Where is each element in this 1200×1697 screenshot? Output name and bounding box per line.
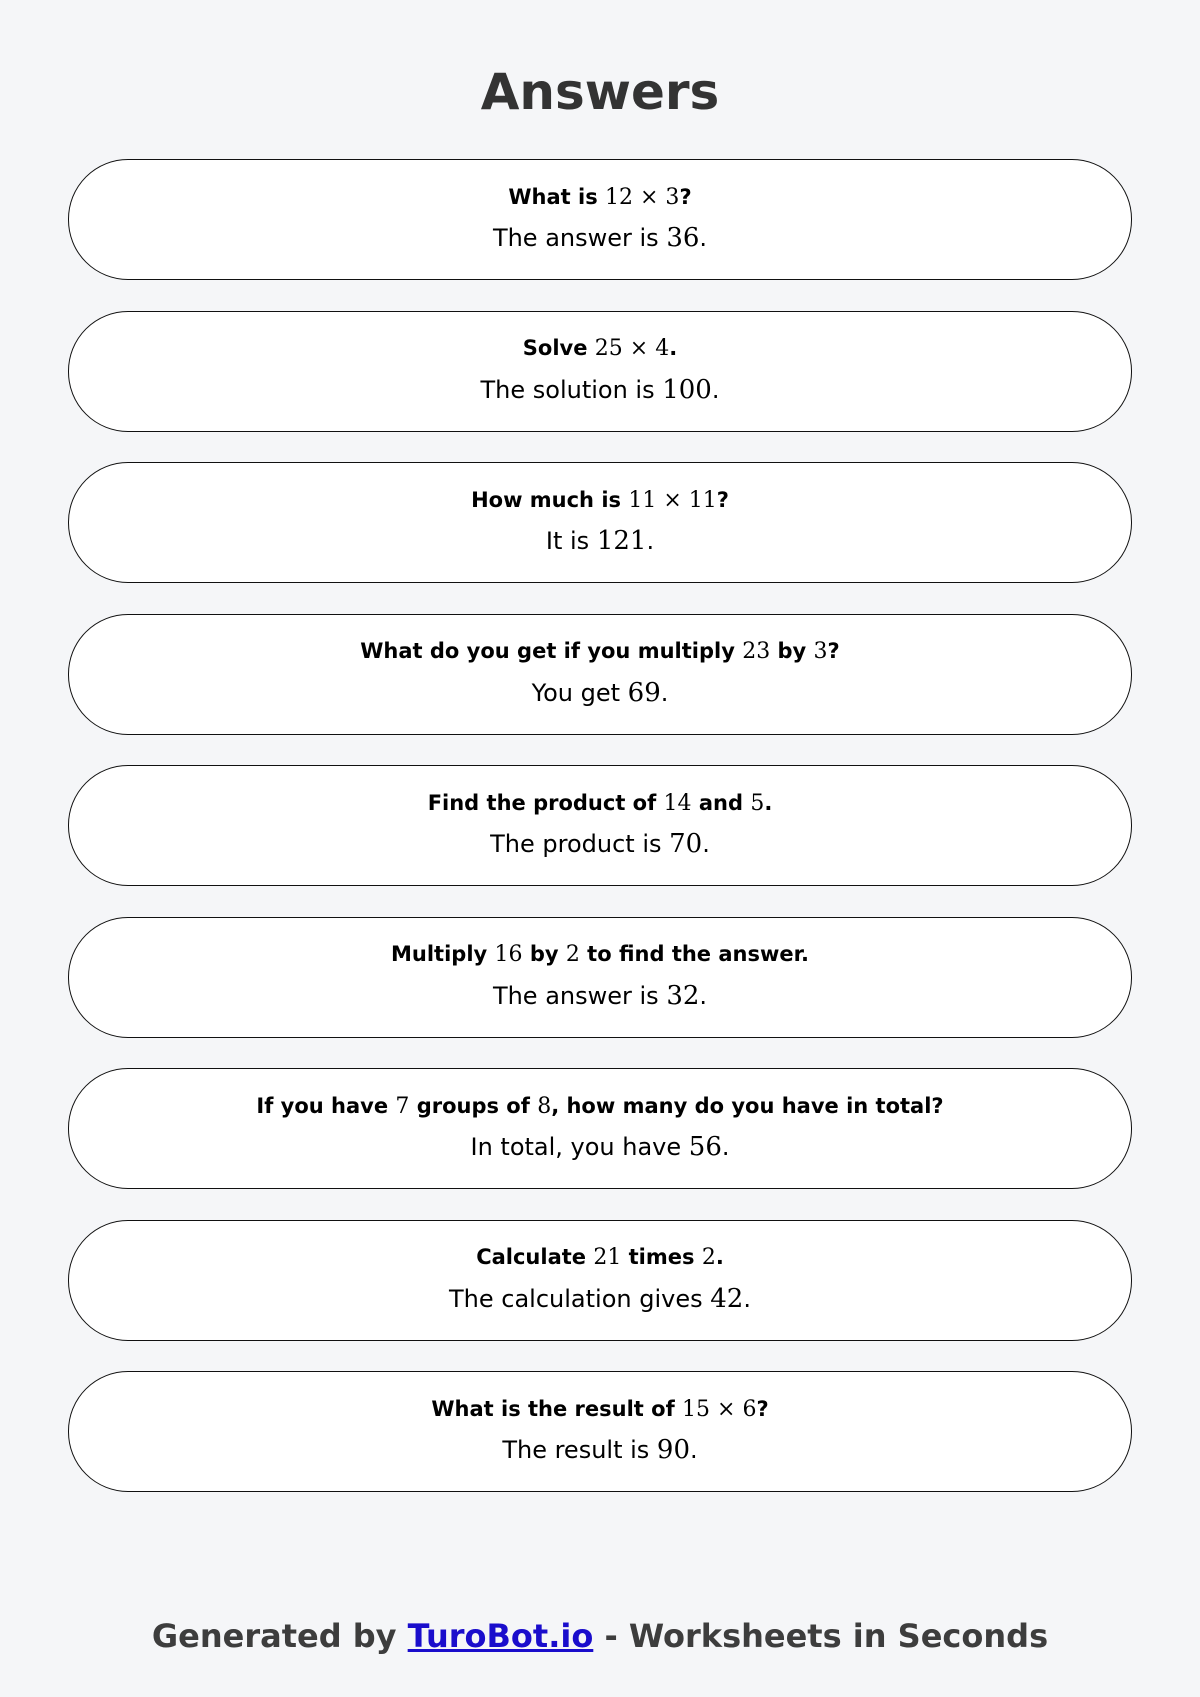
question-text	[256, 1094, 943, 1120]
answer-math: 69	[627, 677, 661, 708]
answer-card	[68, 159, 1132, 280]
answer-card	[68, 614, 1132, 735]
question-math: 23	[742, 639, 771, 665]
question-segment: ?	[716, 487, 729, 512]
answer-segment: .	[699, 224, 708, 253]
question-segment: Calculate	[476, 1245, 594, 1270]
answer-text	[490, 829, 710, 860]
answer-segment: .	[646, 527, 655, 556]
question-math: 16	[494, 942, 523, 968]
answer-card	[68, 1068, 1132, 1189]
question-math: 11 × 11	[628, 487, 717, 513]
question-segment: groups of	[409, 1093, 538, 1118]
answer-math: 90	[656, 1435, 691, 1466]
question-math: 12 × 3	[605, 184, 680, 210]
answer-card	[68, 1220, 1132, 1341]
question-segment: .	[715, 1245, 724, 1270]
footer	[0, 1617, 1200, 1655]
answer-math: 70	[669, 829, 703, 860]
answer-segment: .	[743, 1284, 751, 1313]
answer-math: 42	[710, 1283, 744, 1314]
question-segment: Find the product of	[427, 790, 664, 815]
answer-segment: The solution is	[480, 375, 663, 404]
answer-math: 56	[688, 1132, 722, 1163]
question-segment: ?	[827, 639, 840, 664]
question-math: 3	[813, 639, 828, 665]
answer-card	[68, 1371, 1132, 1492]
question-segment: ?	[679, 184, 692, 209]
question-segment: What is the result of	[431, 1396, 683, 1421]
answer-segment: The answer is	[492, 224, 667, 253]
answer-list	[68, 159, 1132, 1523]
answer-segment: .	[711, 375, 720, 404]
question-segment: How much is	[471, 487, 629, 512]
answer-segment: .	[702, 830, 710, 859]
answer-card	[68, 917, 1132, 1038]
question-segment: Multiply	[391, 942, 495, 967]
question-segment: by	[522, 942, 566, 967]
question-math: 7	[395, 1093, 410, 1119]
turobot-link[interactable]: TuroBot.io	[407, 1617, 594, 1655]
question-segment: times	[621, 1245, 702, 1270]
question-math: 2	[565, 942, 580, 968]
question-math: 8	[537, 1093, 552, 1119]
answer-segment: The answer is	[492, 981, 667, 1010]
question-segment: .	[669, 336, 678, 361]
answer-math: 121	[596, 526, 647, 557]
answer-segment: .	[721, 1133, 730, 1162]
page-title: Answers	[480, 63, 720, 121]
answer-text	[470, 1132, 729, 1163]
footer-prefix: Generated by	[151, 1617, 408, 1655]
answer-text	[449, 1284, 751, 1315]
answer-text	[546, 526, 654, 557]
footer-suffix: - Worksheets in Seconds	[593, 1617, 1049, 1655]
answer-segment: .	[699, 981, 708, 1010]
answer-segment: In total, you have	[470, 1133, 689, 1162]
question-segment: by	[770, 639, 814, 664]
answer-text	[480, 375, 719, 406]
answer-card	[68, 462, 1132, 583]
question-segment: ?	[756, 1396, 769, 1421]
question-math: 5	[750, 790, 765, 816]
answer-segment: It is	[545, 527, 597, 556]
question-segment: Solve	[522, 336, 595, 361]
answer-card	[68, 765, 1132, 886]
answer-math: 100	[662, 374, 712, 405]
question-math: 25 × 4	[594, 336, 670, 362]
question-text	[360, 639, 839, 665]
question-math: 2	[701, 1245, 716, 1271]
answer-text	[502, 1435, 697, 1466]
question-math: 15 × 6	[682, 1396, 757, 1422]
question-text	[508, 185, 691, 211]
answer-math: 32	[666, 980, 700, 1011]
answer-segment: .	[690, 1436, 698, 1465]
question-text	[523, 336, 677, 362]
answer-segment: The calculation gives	[449, 1284, 711, 1313]
question-segment: If you have	[256, 1093, 396, 1118]
answer-segment: You get	[531, 678, 628, 707]
question-segment: What do you get if you multiply	[360, 639, 743, 664]
answer-text	[493, 223, 707, 254]
question-segment: What is	[508, 184, 606, 209]
answer-math: 36	[666, 223, 700, 254]
question-segment: to find the answer.	[579, 942, 809, 967]
question-segment: and	[691, 790, 751, 815]
answer-segment: The result is	[502, 1436, 657, 1465]
answer-segment: .	[660, 678, 669, 707]
question-segment: , how many do you have in total?	[551, 1093, 944, 1118]
question-text	[428, 791, 773, 817]
question-text	[391, 942, 809, 968]
question-text	[476, 1245, 724, 1271]
question-math: 14	[663, 790, 692, 816]
question-text	[431, 1397, 768, 1423]
answer-text	[493, 981, 707, 1012]
question-segment: .	[764, 790, 773, 815]
question-text	[471, 488, 729, 514]
answer-card	[68, 311, 1132, 432]
answer-text	[532, 678, 669, 709]
answer-segment: The product is	[490, 830, 670, 859]
question-math: 21	[593, 1245, 622, 1271]
